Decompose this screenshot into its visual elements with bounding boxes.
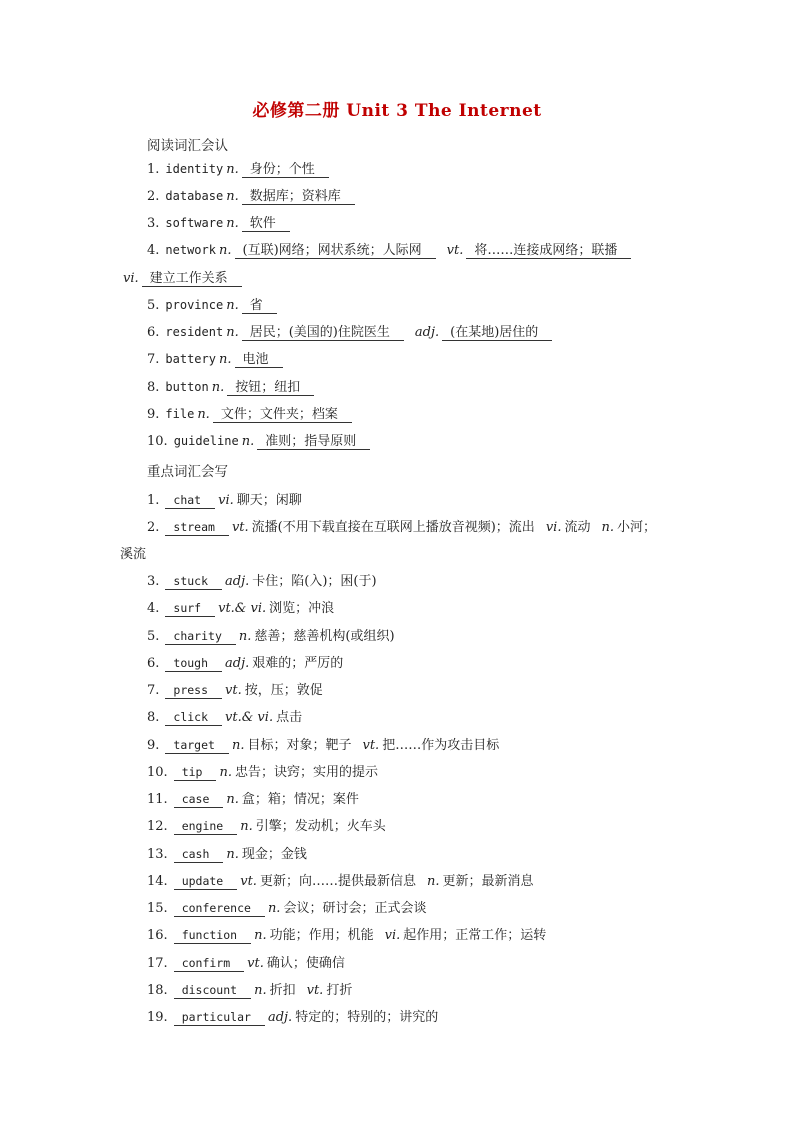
vocab-item bbox=[147, 325, 552, 341]
part-of-speech: n. bbox=[211, 380, 225, 395]
definition-text: 艰难的；严厉的 bbox=[252, 656, 344, 671]
item-number: 19. bbox=[147, 1010, 168, 1025]
part-of-speech: n. bbox=[226, 325, 239, 340]
answer-blank: 省 bbox=[242, 298, 277, 314]
definition-text: 会议；研讨会；正式会谈 bbox=[283, 901, 427, 916]
definition-text: 按，压；敦促 bbox=[244, 683, 323, 698]
vocab-item bbox=[147, 897, 426, 917]
definition-text: 把……作为攻击目标 bbox=[382, 738, 500, 753]
vocab-item bbox=[147, 216, 290, 232]
item-word: network bbox=[165, 243, 216, 257]
vocab-item bbox=[147, 761, 378, 781]
item-number: 15. bbox=[147, 901, 168, 916]
part-of-speech: vt. bbox=[306, 983, 324, 998]
item-number: 5. bbox=[147, 298, 160, 313]
answer-blank: 居民；(美国的)住院医生 bbox=[242, 325, 404, 341]
part-of-speech: n. bbox=[218, 243, 232, 258]
part-of-speech: n. bbox=[226, 216, 239, 231]
vocab-item bbox=[147, 489, 302, 509]
definition-text: 点击 bbox=[276, 710, 303, 725]
item-number: 2. bbox=[147, 520, 160, 535]
vocab-item bbox=[147, 570, 377, 590]
answer-blank: cash bbox=[174, 847, 224, 863]
answer-blank: 文件；文件夹；档案 bbox=[213, 407, 352, 423]
section-heading-write: 重点词汇会写 bbox=[147, 464, 228, 480]
vocab-item bbox=[147, 162, 329, 178]
part-of-speech: vi. bbox=[384, 928, 401, 943]
vocab-item bbox=[147, 516, 656, 536]
item-number: 3. bbox=[147, 216, 160, 231]
definition-text: 盒；箱；情况；案件 bbox=[241, 792, 359, 807]
part-of-speech: adj. bbox=[267, 1010, 293, 1025]
answer-blank: 将……连接成网络；联播 bbox=[466, 243, 631, 259]
vocab-item bbox=[147, 706, 302, 726]
answer-blank: 身份；个性 bbox=[242, 162, 329, 178]
definition-text: 功能；作用；机能 bbox=[269, 928, 374, 943]
answer-blank: case bbox=[174, 792, 224, 808]
item-number: 13. bbox=[147, 847, 168, 862]
item-number: 7. bbox=[147, 683, 160, 698]
answer-blank: tough bbox=[165, 656, 222, 672]
answer-blank: chat bbox=[165, 493, 215, 509]
answer-blank: update bbox=[174, 874, 238, 890]
answer-blank: stream bbox=[165, 520, 229, 536]
definition-text: 引擎；发动机；火车头 bbox=[255, 819, 386, 834]
vocab-item bbox=[147, 407, 352, 423]
part-of-speech: vt.& vi. bbox=[218, 601, 267, 616]
item-number: 11. bbox=[147, 792, 168, 807]
part-of-speech: n. bbox=[267, 901, 281, 916]
vocab-item bbox=[147, 434, 370, 450]
part-of-speech: vt. bbox=[225, 683, 242, 698]
vocab-item bbox=[147, 298, 277, 314]
part-of-speech: n. bbox=[426, 874, 440, 889]
definition-text: 聊天；闲聊 bbox=[236, 493, 302, 508]
answer-blank: 软件 bbox=[242, 216, 290, 232]
item-word: software bbox=[165, 216, 224, 230]
part-of-speech: n. bbox=[226, 847, 239, 862]
definition-text: 小河； bbox=[616, 520, 656, 535]
vocab-item bbox=[147, 788, 359, 808]
item-number: 10. bbox=[147, 434, 168, 449]
answer-blank: function bbox=[174, 928, 251, 944]
vocab-item bbox=[147, 189, 355, 205]
vocab-item bbox=[147, 597, 334, 617]
part-of-speech: n. bbox=[226, 189, 239, 204]
answer-blank: (在某地)居住的 bbox=[442, 325, 552, 341]
definition-text: 慈善；慈善机构(或组织) bbox=[254, 629, 395, 644]
vocab-item bbox=[147, 815, 386, 835]
part-of-speech: adj. bbox=[414, 325, 440, 340]
part-of-speech: vi. bbox=[545, 520, 562, 535]
answer-blank: tip bbox=[174, 765, 217, 781]
part-of-speech: vt. bbox=[240, 874, 257, 889]
part-of-speech: n. bbox=[231, 738, 245, 753]
item-number: 6. bbox=[147, 325, 160, 340]
item-number: 10. bbox=[147, 765, 168, 780]
answer-blank: 准则；指导原则 bbox=[257, 434, 370, 450]
vocab-item bbox=[147, 924, 546, 944]
item-number: 4. bbox=[147, 243, 160, 258]
item-number: 14. bbox=[147, 874, 168, 889]
definition-text: 卡住；陷(入)；困(于) bbox=[252, 574, 377, 589]
vocab-item bbox=[147, 652, 343, 672]
answer-blank: click bbox=[165, 710, 222, 726]
definition-text: 更新；向……提供最新信息 bbox=[259, 874, 416, 889]
answer-blank: 建立工作关系 bbox=[142, 271, 242, 287]
answer-blank: stuck bbox=[165, 574, 222, 590]
item-word: province bbox=[165, 298, 224, 312]
vocab-item bbox=[147, 243, 631, 259]
answer-blank: discount bbox=[174, 983, 251, 999]
part-of-speech: vi. bbox=[123, 271, 139, 286]
item-number: 1. bbox=[147, 493, 160, 508]
definition-text: 折扣 bbox=[269, 983, 296, 998]
definition-text: 流播(不用下载直接在互联网上播放音视频)；流出 bbox=[251, 520, 535, 535]
answer-blank: confirm bbox=[174, 956, 244, 972]
item-number: 18. bbox=[147, 983, 168, 998]
answer-blank: engine bbox=[174, 819, 238, 835]
vocab-item bbox=[147, 679, 323, 699]
answer-blank: (互联)网络；网状系统；人际网 bbox=[235, 243, 436, 259]
answer-blank: 数据库；资料库 bbox=[242, 189, 355, 205]
definition-text: 更新；最新消息 bbox=[442, 874, 534, 889]
definition-text: 流动 bbox=[564, 520, 591, 535]
answer-blank: particular bbox=[174, 1010, 265, 1026]
part-of-speech: vi. bbox=[218, 493, 234, 508]
part-of-speech: vt. bbox=[231, 520, 249, 535]
part-of-speech: n. bbox=[219, 765, 232, 780]
vocab-item bbox=[147, 952, 345, 972]
part-of-speech: vt. bbox=[446, 243, 464, 258]
section-heading-read: 阅读词汇会认 bbox=[147, 138, 228, 154]
item-number: 6. bbox=[147, 656, 160, 671]
item-number: 8. bbox=[147, 380, 160, 395]
part-of-speech: n. bbox=[226, 162, 239, 177]
item-word: database bbox=[165, 189, 224, 203]
vocab-item bbox=[147, 870, 533, 890]
part-of-speech: n. bbox=[197, 407, 210, 422]
item-word: battery bbox=[165, 352, 216, 366]
vocab-item bbox=[147, 352, 283, 368]
part-of-speech: adj. bbox=[225, 574, 250, 589]
definition-text: 起作用；正常工作；运转 bbox=[403, 928, 547, 943]
item-number: 8. bbox=[147, 710, 160, 725]
vocab-item bbox=[147, 979, 352, 999]
part-of-speech: vt.& vi. bbox=[225, 710, 274, 725]
item-word: resident bbox=[165, 325, 224, 339]
vocab-item bbox=[147, 380, 314, 396]
vocab-item bbox=[147, 734, 499, 754]
page-title: 必修第二册 Unit 3 The Internet bbox=[252, 101, 542, 121]
vocab-item bbox=[147, 1006, 438, 1026]
definition-text: 浏览；冲浪 bbox=[269, 601, 335, 616]
item-word: guideline bbox=[173, 434, 239, 448]
part-of-speech: n. bbox=[226, 792, 239, 807]
answer-blank: target bbox=[165, 738, 229, 754]
item-number: 9. bbox=[147, 738, 160, 753]
item-number: 5. bbox=[147, 629, 160, 644]
item-number: 4. bbox=[147, 601, 160, 616]
definition-text: 忠告；诀窍；实用的提示 bbox=[234, 765, 378, 780]
definition-text: 确认；使确信 bbox=[266, 956, 345, 971]
item-number: 2. bbox=[147, 189, 160, 204]
answer-blank: 按钮；纽扣 bbox=[227, 380, 314, 396]
definition-text: 目标；对象；靶子 bbox=[247, 738, 352, 753]
part-of-speech: n. bbox=[241, 434, 255, 449]
answer-blank: charity bbox=[165, 629, 235, 645]
definition-text: 打折 bbox=[326, 983, 353, 998]
vocab-item bbox=[147, 625, 395, 645]
vocab-item-continued bbox=[120, 271, 242, 287]
item-word: identity bbox=[165, 162, 224, 176]
item-word: file bbox=[165, 407, 195, 421]
answer-blank: conference bbox=[174, 901, 265, 917]
item-number: 3. bbox=[147, 574, 160, 589]
answer-blank: 电池 bbox=[235, 352, 283, 368]
answer-blank: press bbox=[165, 683, 222, 699]
part-of-speech: n. bbox=[254, 983, 267, 998]
item-number: 17. bbox=[147, 956, 168, 971]
part-of-speech: n. bbox=[601, 520, 614, 535]
item-number: 9. bbox=[147, 407, 160, 422]
part-of-speech: n. bbox=[238, 629, 252, 644]
item-number: 1. bbox=[147, 162, 160, 177]
item-number: 16. bbox=[147, 928, 168, 943]
part-of-speech: vt. bbox=[362, 738, 380, 753]
part-of-speech: vt. bbox=[247, 956, 264, 971]
item-number: 12. bbox=[147, 819, 168, 834]
definition-text: 现金；金钱 bbox=[241, 847, 307, 862]
answer-blank: surf bbox=[165, 601, 215, 617]
part-of-speech: n. bbox=[254, 928, 267, 943]
part-of-speech: n. bbox=[218, 352, 232, 367]
part-of-speech: n. bbox=[240, 819, 253, 834]
item-word: button bbox=[165, 380, 209, 394]
vocab-item-continued: 溪流 bbox=[120, 547, 147, 562]
item-number: 7. bbox=[147, 352, 160, 367]
part-of-speech: adj. bbox=[225, 656, 250, 671]
definition-text: 特定的；特别的；讲究的 bbox=[295, 1010, 439, 1025]
part-of-speech: n. bbox=[226, 298, 239, 313]
vocab-item bbox=[147, 843, 307, 863]
